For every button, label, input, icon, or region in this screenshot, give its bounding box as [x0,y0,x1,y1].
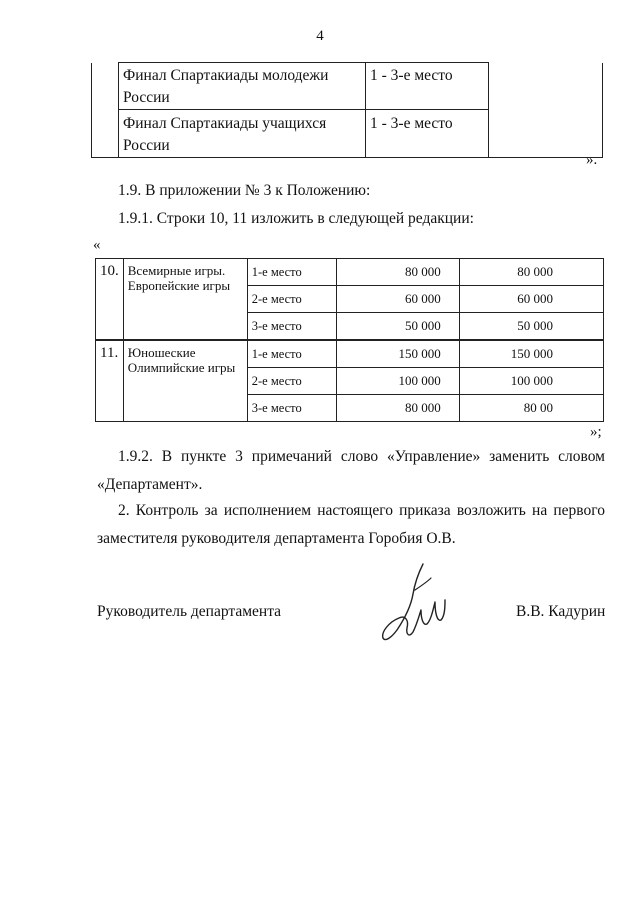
closing-quote: ». [586,152,598,168]
amount-cell: 60 000 [459,286,603,313]
section-1-9-2-line-1: 1.9.2. В пункте 3 примечаний слово «Управление» заменить словом [118,448,605,465]
place-cell: 2-е место [247,286,336,313]
event-place-cell: 1 - 3-е место [366,110,489,158]
section-1-9-1: 1.9.1. Строки 10, 11 изложить в следующей редакции: [118,210,474,227]
section-2 [97,497,605,553]
competition-name: Всемирные игры. Европейские игры [123,259,247,341]
table-cell-blank [489,63,603,158]
sports-events-table [91,62,603,158]
place-cell: 3-е место [247,313,336,341]
table-row [96,340,604,368]
amount-cell: 150 000 [336,340,459,368]
competition-name: Юношеские Олимпийские игры [123,340,247,422]
section-2-line-1: 2. Контроль за исполнением настоящего приказа возложить на первого [118,502,605,519]
amount-cell: 80 00 [459,395,603,422]
amount-cell: 50 000 [459,313,603,341]
signatory-name: В.В. Кадурин [516,603,606,620]
event-name-cell: Финал Спартакиады молодежи России [119,63,366,110]
handwritten-signature [375,560,455,650]
page-number: 4 [316,28,324,44]
amount-cell: 100 000 [459,368,603,395]
amount-cell: 80 000 [336,259,459,286]
opening-quote: « [93,237,101,253]
event-place-cell: 1 - 3-е место [366,63,489,110]
row-number: 10. [96,259,124,341]
amount-cell: 50 000 [336,313,459,341]
section-1-9-2-line-2: «Департамент». [97,476,203,493]
amount-cell: 80 000 [336,395,459,422]
closing-quote: »; [590,424,602,440]
section-2-line-2: заместителя руководителя департамента Горобия О.В. [97,530,456,547]
amount-cell: 100 000 [336,368,459,395]
event-name-cell: Финал Спартакиады учащихся России [119,110,366,158]
section-1-9-2 [97,443,605,499]
table-row [96,259,604,286]
section-1-9: 1.9. В приложении № 3 к Положению: [118,182,371,199]
prize-amounts-table [95,258,604,422]
table-cell-blank [92,63,119,158]
place-cell: 3-е место [247,395,336,422]
amount-cell: 150 000 [459,340,603,368]
row-number: 11. [96,340,124,422]
amount-cell: 60 000 [336,286,459,313]
place-cell: 1-е место [247,259,336,286]
amount-cell: 80 000 [459,259,603,286]
place-cell: 1-е место [247,340,336,368]
place-cell: 2-е место [247,368,336,395]
signatory-title: Руководитель департамента [97,603,282,620]
table-row [92,63,603,110]
